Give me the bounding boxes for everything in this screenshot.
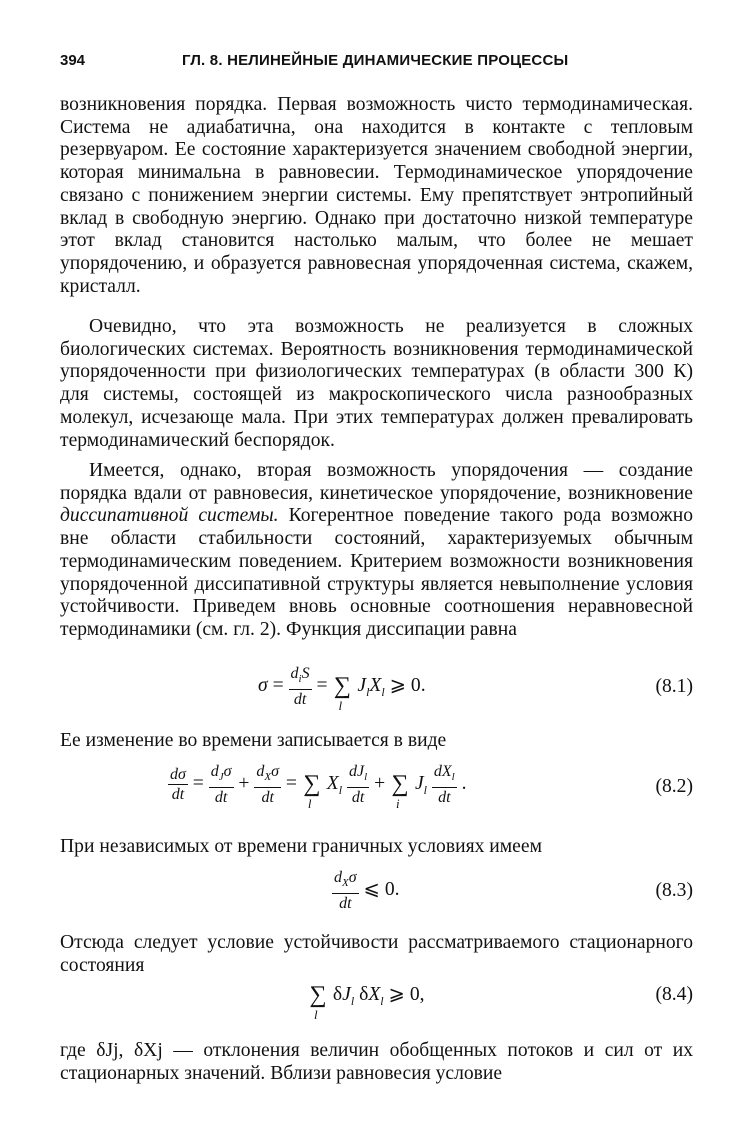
paragraph-4: Ее изменение во времени записывается в виде	[60, 730, 447, 751]
page-number: 394	[60, 52, 86, 69]
equation-8-2	[60, 762, 693, 822]
paragraph-3-emphasis: диссипативной системы.	[60, 505, 279, 527]
equation-8-2-number: (8.2)	[655, 776, 693, 797]
equation-8-2-body: $\frac{d\sigma}{dt}$ = $\frac{d_J\sigma}{dt}$ + $\frac{d_X\sigma}{dt}$ = ∑ l $X_l$ $\frac{dJ_l}{dt}$ + ∑ i $J_l$ $\frac{dX_l}{dt}$ .	[170, 763, 467, 812]
equation-8-1-body: σ = $\frac{d_iS}{dt}$ = ∑ l $J_lX_l$ ⩾ 0.	[258, 665, 426, 714]
paragraph-3	[60, 460, 693, 642]
paragraph-5: При независимых от времени граничных условиях имеем	[60, 836, 542, 857]
equation-8-4-body: ∑ l $\delta J_l$ $\delta X_l$ ⩾ 0,	[309, 982, 425, 1022]
running-header	[60, 52, 693, 76]
equation-8-3-body: $\frac{d_X\sigma}{dt}$ ⩽ 0.	[334, 869, 400, 913]
equation-8-3-number: (8.3)	[655, 880, 693, 901]
paragraph-7: где δJj, δXj — отклонения величин обобщенных потоков и сил от их стационарных значений. Вблизи равновесия условие	[60, 1040, 693, 1084]
equation-8-4	[60, 982, 693, 1028]
equation-8-1	[60, 664, 693, 716]
equation-8-1-number: (8.1)	[655, 676, 693, 697]
paragraph-1: возникновения порядка. Первая возможность чисто термодинамическая. Система не адиабатична, она находится в контакте с тепловым резервуаром. Ее состояние характеризуется значением свободной энергии, которая минимальна в равновесии. Термодинамическое упорядочение связано с понижением энергии системы. Ему препятствует энтропийный вклад в свободную энергию. Однако при достаточно низкой температуре этот вклад становится настолько малым, что более не мешает упорядочению, и образуется равновесная упорядоченная система, скажем, кристалл.	[60, 94, 693, 297]
equation-8-4-number: (8.4)	[655, 984, 693, 1005]
running-title: ГЛ. 8. НЕЛИНЕЙНЫЕ ДИНАМИЧЕСКИЕ ПРОЦЕССЫ	[182, 52, 569, 69]
paragraph-6: Отсюда следует условие устойчивости рассматриваемого стационарного состояния	[60, 932, 693, 976]
paragraph-3-text-a: Имеется, однако, вторая возможность упорядочения — создание порядка вдали от равновесия, кинетическое упорядочение, возникновение	[60, 460, 693, 504]
paragraph-2: Очевидно, что эта возможность не реализуется в сложных биологических системах. Вероятность возникновения термодинамической упорядоченности при физиологических температурах (в области 300 К) для системы, состоящей из макроскопического числа разнообразных молекул, исчезающе мала. При этих температурах должен превалировать термодинамический беспорядок.	[60, 316, 693, 451]
equation-8-3	[60, 868, 693, 918]
paragraph-3-text-b: Когерентное поведение такого рода возможно вне области стабильности состояний, характеризуемых обычным термодинамическим поведением. Критерием возможности возникновения упорядоченной диссипативной структуры является невыполнение условия устойчивости. Приведем вновь основные соотношения неравновесной термодинамики (см. гл. 2). Функция диссипации равна	[60, 505, 693, 640]
